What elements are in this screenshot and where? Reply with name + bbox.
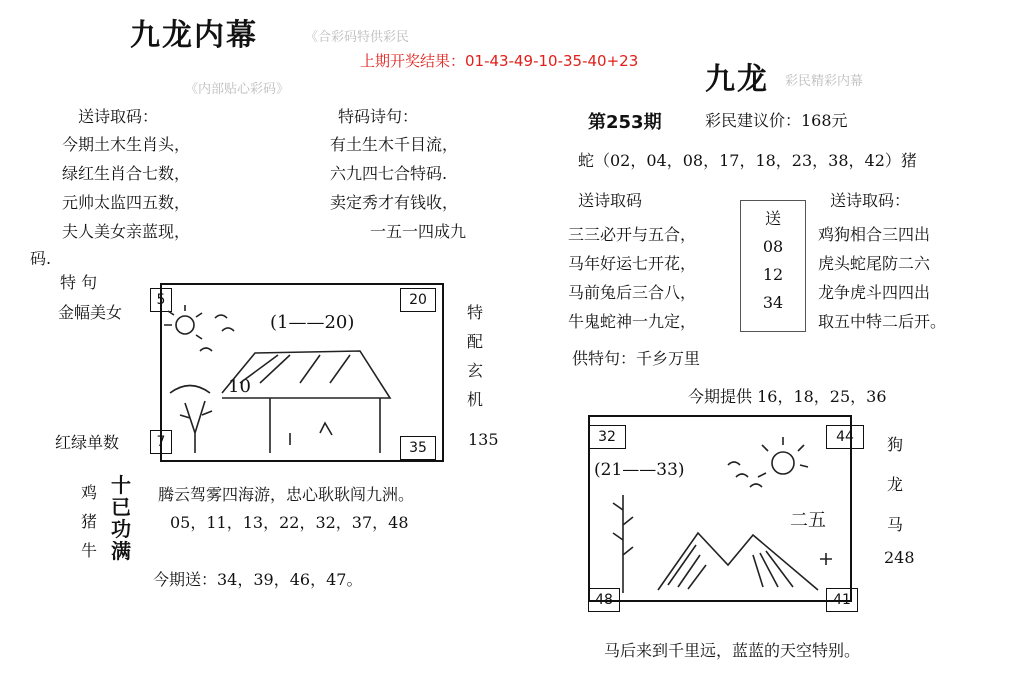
special-poem [330, 130, 466, 246]
animal-label: 鸡 [80, 483, 97, 502]
today-provide: 今期提供 16，18，25，36 [688, 387, 887, 406]
issue-number: 第253期 [588, 112, 662, 133]
poem-line: 三三必开与五合， [568, 225, 697, 244]
right-left-poem-header: 送诗取码 [578, 191, 643, 210]
poem-line: 绿红生肖合七数， [62, 164, 191, 183]
last-result-label: 上期开奖结果： [360, 52, 466, 70]
last-result [360, 50, 638, 71]
left-poem-header: 送诗取码： [78, 107, 159, 126]
big-vertical-phrase [107, 474, 135, 562]
corner-number: 5 [150, 288, 172, 312]
te-ju-value: 金幅美女 [58, 303, 123, 322]
special-line: 六九四七合特码. [330, 164, 448, 183]
send-box-label: 送 [764, 209, 781, 228]
pei-char: 特 [466, 303, 483, 322]
animal-label: 猪 [80, 512, 97, 531]
picture-inner: 二五 [790, 510, 826, 531]
send-box-number: 08 [762, 237, 784, 256]
right-right-poem [818, 220, 946, 336]
pei-char: 配 [466, 332, 483, 351]
corner-number: 20 [400, 288, 436, 312]
te-ju-label: 特 句 [60, 273, 98, 292]
side-animal: 狗 [886, 435, 903, 454]
pei-vertical [464, 298, 486, 414]
right-right-poem-header: 送诗取码： [830, 191, 911, 210]
poem-line: 夫人美女亲蓝现， [62, 222, 191, 241]
picture-range: (21——33) [594, 460, 685, 480]
snake-line: 蛇（02，04，08，17，18，23，38，42）猪 [578, 151, 917, 170]
poem-line: 虎头蛇尾防二六 [818, 254, 931, 273]
big-char: 满 [111, 539, 131, 563]
pei-char: 玄 [466, 361, 483, 380]
big-char: 十 [111, 473, 131, 497]
corner-number: 7 [150, 430, 172, 454]
poem-line: 马年好运七开花， [568, 254, 697, 273]
big-char: 功 [111, 517, 131, 541]
picture-inner: 10 [228, 376, 251, 397]
corner-number: 41 [826, 588, 858, 612]
left-inner-note: 《内部贴心彩码》 [185, 82, 290, 97]
animal-label: 牛 [80, 541, 97, 560]
special-verse: 供特句：千乡万里 [572, 349, 701, 368]
left-subtitle: 《合彩码特供彩民 [305, 30, 410, 45]
animal-list [78, 478, 100, 565]
corner-number: 48 [588, 588, 620, 612]
red-green-label: 红绿单数 [55, 433, 120, 452]
right-side-number: 248 [884, 548, 915, 567]
corner-number: 32 [588, 425, 626, 449]
left-poem-tail: 码. [30, 249, 52, 268]
house-sketch-illustration [160, 283, 440, 458]
mountain-sketch-illustration [588, 415, 848, 598]
price: 彩民建议价：168元 [705, 111, 848, 130]
pei-char: 机 [466, 390, 483, 409]
right-left-poem [568, 220, 696, 336]
left-title: 九龙内幕 [130, 18, 258, 53]
special-line: 有土生木千目流， [330, 135, 459, 154]
side-animal: 龙 [886, 475, 903, 494]
send-box-number: 12 [762, 265, 784, 284]
big-char: 已 [111, 495, 131, 519]
poem-line: 龙争虎斗四四出 [818, 283, 931, 302]
right-subtitle: 彩民精彩内幕 [785, 74, 864, 89]
poem-line: 取五中特二后开。 [818, 312, 947, 331]
poem-line: 马前兔后三合八， [568, 283, 697, 302]
special-line: 一五一四成九 [370, 222, 467, 241]
left-poem [62, 130, 190, 246]
side-animal: 马 [886, 515, 903, 534]
poem-line: 元帅太监四五数， [62, 193, 191, 212]
right-title: 九龙 [705, 62, 769, 97]
special-line: 卖定秀才有钱收， [330, 193, 459, 212]
send-box [740, 200, 806, 332]
corner-number: 44 [826, 425, 864, 449]
left-verse: 腾云驾雾四海游，忠心耿耿闯九洲。 [158, 485, 415, 504]
right-side-labels [884, 425, 906, 545]
picture-range: (1——20) [270, 312, 355, 333]
poem-line: 今期土木生肖头， [62, 135, 191, 154]
today-send: 今期送：34，39，46，47。 [153, 570, 363, 589]
left-numbers: 05，11，13，22，32，37，48 [170, 513, 409, 532]
special-header: 特码诗句： [338, 107, 419, 126]
send-box-number: 34 [762, 293, 784, 312]
red-green-value: 135 [468, 430, 499, 449]
right-bottom-verse: 马后来到千里远，蓝蓝的天空特别。 [604, 641, 861, 660]
last-result-value: 01-43-49-10-35-40+23 [465, 52, 639, 70]
poem-line: 鸡狗相合三四出 [818, 225, 931, 244]
corner-number: 35 [400, 436, 436, 460]
poem-line: 牛鬼蛇神一九定， [568, 312, 697, 331]
